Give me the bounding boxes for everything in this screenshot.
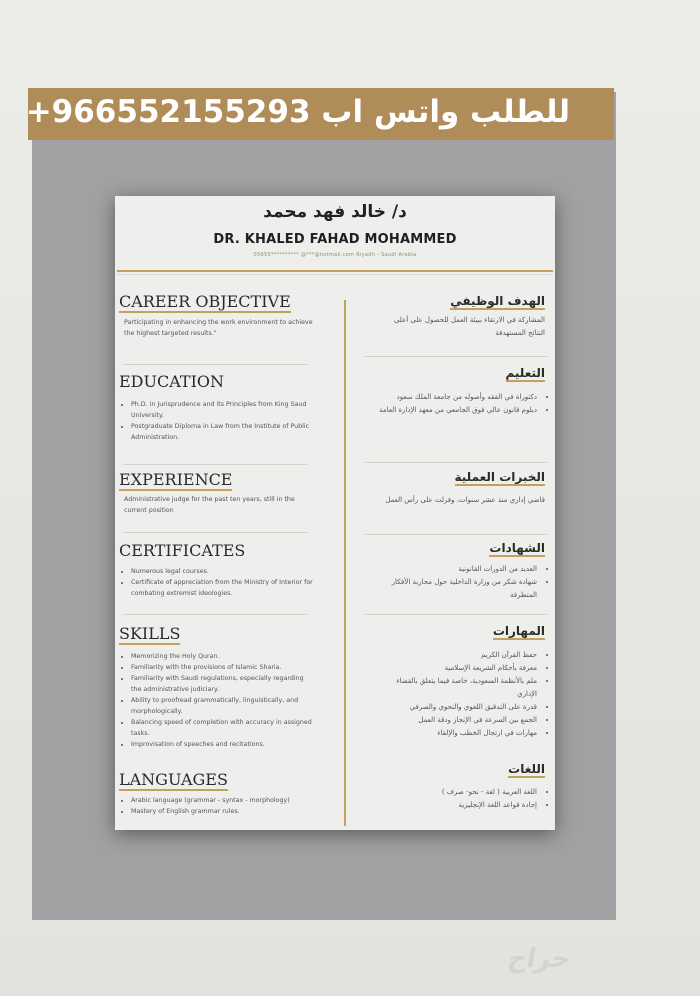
experience-text-arabic: قاضي إداري منذ عشر سنوات، وفرلت على رأس العمل <box>385 496 545 504</box>
experience-title-arabic: الخبرات العملية <box>454 470 545 484</box>
education-list <box>124 399 314 443</box>
section-divider <box>365 356 547 357</box>
education-title-arabic: التعليم <box>505 366 545 380</box>
experience-title: EXPERIENCE <box>119 470 233 489</box>
skill-item-arabic: • معرفة بأحكام الشريعة الإسلامية <box>375 662 537 675</box>
languages-title: LANGUAGES <box>119 770 228 789</box>
skill-item-arabic: • قدرة على التدقيق اللغوي والنحوي والصرفي <box>375 701 537 714</box>
skills-list <box>124 651 314 750</box>
certificate-item: • Certificate of appreciation from the Ministry of Interior for combating extremist ideologies. <box>131 577 314 599</box>
education-item: • Ph.D. in Jurisprudence and its Principles from King Saud University. <box>131 399 314 421</box>
education-item-arabic: • دكتوراة في الفقه وأصوله من جامعة الملك سعود <box>375 391 537 404</box>
header-divider-thin <box>117 274 553 275</box>
skill-item-arabic: • مهارات في ارتجال الخطب والإلقاء <box>375 727 537 740</box>
certificates-title: CERTIFICATES <box>119 541 246 560</box>
skill-item-arabic: • ملم بالأنظمة السعودية، خاصة فيما يتعلق بالقضاء الإداري <box>375 675 537 701</box>
skill-item: • Ability to proofread grammatically, linguistically, and morphologically. <box>131 695 314 717</box>
skills-list-arabic <box>375 649 545 740</box>
section-divider <box>123 614 307 615</box>
certificates-title-arabic: الشهادات <box>489 541 545 555</box>
career-objective-text-arabic: المشاركة في الارتقاء ببيئة العمل للحصول على أعلى النتائج المستهدفة <box>393 316 545 337</box>
skill-item: • Balancing speed of completion with accuracy in assigned tasks. <box>131 717 314 739</box>
language-item-arabic: • اللغة العربية ( لغة - نحو- صرف ) <box>375 786 537 799</box>
skill-item-arabic: • حفظ القرآن الكريم <box>375 649 537 662</box>
certificate-item: • Numerous legal courses. <box>131 566 314 577</box>
skill-item: • Improvisation of speeches and recitations. <box>131 739 314 750</box>
contact-banner <box>25 88 614 140</box>
certificates-list <box>124 566 314 599</box>
career-objective-title: CAREER OBJECTIVE <box>119 292 291 311</box>
languages-list <box>124 795 314 817</box>
section-divider <box>365 614 547 615</box>
language-item: • Mastery of English grammar rules. <box>131 806 314 817</box>
career-objective-text: Participating in enhancing the work environment to achieve the highest targeted results." <box>124 319 313 337</box>
contact-line: 05655********** @***@hotmail.com Riyadh - Saudi Arabia <box>253 252 417 258</box>
education-item-arabic: • دبلوم قانون عالي فوق الجامعي من معهد الإدارة العامة <box>375 404 537 417</box>
section-divider <box>365 462 547 463</box>
section-divider <box>365 534 547 535</box>
languages-list-arabic <box>375 786 545 812</box>
certificates-list-arabic <box>375 563 545 602</box>
career-objective-title-arabic: الهدف الوظيفي <box>450 294 545 308</box>
education-title: EDUCATION <box>119 372 225 391</box>
name-english: DR. KHALED FAHAD MOHAMMED <box>213 232 457 247</box>
resume-sheet <box>115 196 555 830</box>
section-divider <box>123 364 307 365</box>
name-arabic: د/ خالد فهد محمد <box>263 202 407 222</box>
skills-title-arabic: المهارات <box>492 624 545 638</box>
language-item-arabic: • إجادة قواعد اللغة الإنجليزية <box>375 799 537 812</box>
haraj-watermark: حراج <box>505 944 574 974</box>
education-list-arabic <box>375 391 545 417</box>
column-divider <box>344 300 346 826</box>
skill-item: • Familiarity with the provisions of Islamic Sharia. <box>131 662 314 673</box>
section-divider <box>123 532 307 533</box>
skill-item-arabic: • الجمع بين السرعة في الإنجاز ودقة العمل <box>375 714 537 727</box>
certificate-item-arabic: • شهادة شكر من وزارة الداخلية حول محاربة الأفكار المتطرفة <box>375 576 537 602</box>
languages-title-arabic: اللغات <box>508 762 545 776</box>
experience-text: Administrative judge for the past ten years, still in the current position <box>124 496 295 514</box>
skill-item: • Memorizing the Holy Quran. <box>131 651 314 662</box>
banner-text: للطلب واتس اب 966552155293+ <box>25 94 570 130</box>
education-item: • Postgraduate Diploma in Law from the Institute of Public Administration. <box>131 421 314 443</box>
language-item: • Arabic language (grammar - syntax - morphology) <box>131 795 314 806</box>
skills-title: SKILLS <box>119 624 181 643</box>
certificate-item-arabic: • العديد من الدورات القانونية <box>375 563 537 576</box>
section-divider <box>123 464 307 465</box>
skill-item: • Familiarity with Saudi regulations, especially regarding the administrative judiciary. <box>131 673 314 695</box>
header-divider <box>117 270 553 272</box>
